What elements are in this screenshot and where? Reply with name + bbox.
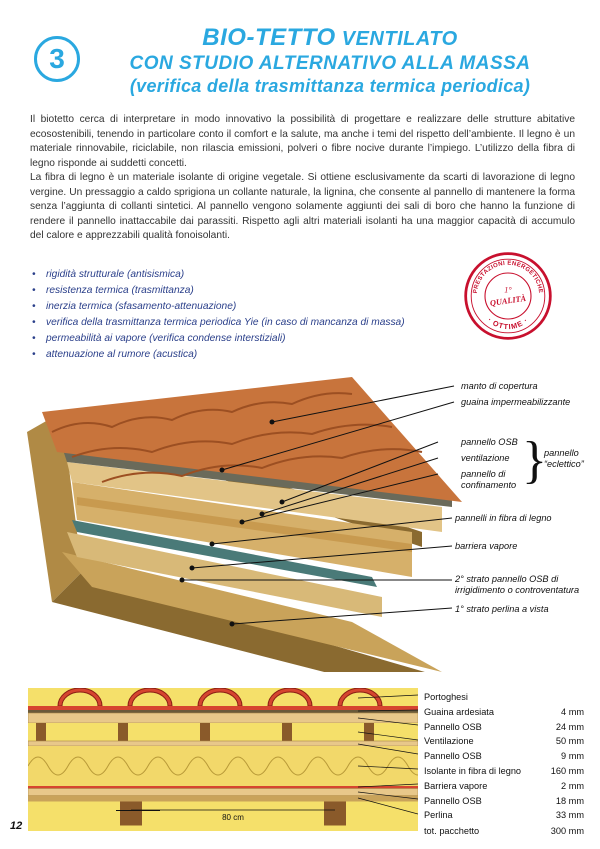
table-row	[424, 808, 584, 823]
stamp-bottom-text: · OTTIME ·	[485, 315, 531, 332]
stamp-center-word: QUALITÀ	[489, 293, 527, 308]
row-name: Guaina ardesiata	[424, 706, 494, 717]
list-item: • permeabilità ai vapore (verifica condense interstiziali)	[30, 331, 470, 347]
page-number: 12	[10, 820, 23, 832]
row-name: Portoghesi	[424, 692, 468, 702]
row-value: 50 mm	[555, 736, 584, 747]
table-row	[424, 734, 584, 749]
table-row	[424, 779, 584, 794]
quality-stamp-icon	[462, 250, 554, 342]
intro-paragraph-1: Il biotetto cerca di interpretare in modo innovativo la possibilità di progettare e realizzare delle strutture abitative ecosostenibili, tenendo in particolare conto il comfort e la salute, ma anche i temi del rispetto dell’ambiente. Il legno è un materiale rinnovabile, riciclabile, non rilascia emissioni, polveri o fibre nocive durante l’impiego. L’utilizzo della fibra di legno risponde ai suddetti concetti.	[30, 114, 575, 169]
row-value: 9 mm	[561, 751, 584, 762]
layer-table	[424, 690, 584, 839]
row-name: Pannello OSB	[424, 795, 482, 806]
label-confinement-panel-2: confinamento	[461, 480, 517, 490]
section-membrane	[28, 710, 418, 713]
section-osb-2	[28, 741, 418, 746]
title-main: BIO-TETTO	[202, 24, 336, 51]
table-row	[424, 764, 584, 779]
list-item: • attenuazione al rumore (acustica)	[30, 347, 470, 363]
table-row	[424, 749, 584, 764]
row-value: 33 mm	[555, 810, 584, 821]
row-name: Pannello OSB	[424, 751, 482, 762]
section-spacing-label: 80 cm	[222, 813, 244, 822]
row-name: Pannello OSB	[424, 721, 482, 732]
list-item: • inerzia termica (sfasamento-attenuazione)	[30, 299, 470, 315]
table-row	[424, 705, 584, 720]
label-wood-fiber-panels: pannelli in fibra di legno	[455, 513, 552, 523]
list-item: • resistenza termica (trasmittanza)	[30, 283, 470, 299]
list-item: • rigidità strutturale (antisismica)	[30, 267, 470, 283]
row-value: 2 mm	[561, 780, 584, 791]
section-tile-band	[28, 706, 418, 710]
intro-paragraph-2: La fibra di legno è un materiale isolante di origine vegetale. Si ottiene esclusivamente da scarti di lavorazione di legno vergine. Un pressaggio a caldo sprigiona un collante naturale, la lignina, che consente al pannello di mantenere la forma senza l’aggiunta di collanti sintetici. Al pannello vengono solamente aggiunti dei sali di boro che hanno la funzione di rendere il pannello inattaccabile dai parassiti. Rispetto agli altri materiali isolanti ha una maggior capacità di accumulo del calore e apprezzabili qualità fonoisolanti.	[30, 172, 575, 241]
list-item: • verifica della trasmittanza termica periodica Yie (in caso di mancanza di massa)	[30, 315, 470, 331]
row-value: 4 mm	[561, 706, 584, 717]
row-value: 18 mm	[555, 795, 584, 806]
svg-text:· OTTIME ·	[486, 315, 530, 331]
row-name: Barriera vapore	[424, 780, 488, 791]
label-exposed-perlina: 1° strato perlina a vista	[455, 604, 549, 614]
table-row	[424, 794, 584, 809]
total-value: 300 mm	[550, 826, 584, 837]
title-line-2: CON STUDIO ALTERNATIVO ALLA MASSA	[129, 53, 531, 74]
row-name: Isolante in fibra di legno	[424, 765, 522, 776]
label-osb-panel: pannello OSB	[461, 437, 518, 447]
page-title	[90, 24, 570, 97]
label-osb-second-layer-2: irrigidimento o controventatura	[455, 585, 580, 595]
label-osb-second-layer-1: 2° strato pannello OSB di	[455, 574, 559, 584]
table-row	[424, 690, 584, 705]
stamp-center-number: 1°	[504, 285, 512, 295]
stamp-top-text: PRESTAZIONI ENERGETICHE	[472, 260, 544, 294]
label-group-eclectic: “eclettico”	[544, 459, 584, 469]
features-list	[30, 267, 470, 363]
row-name: Perlina	[424, 810, 453, 821]
label-waterproof-membrane: guaina impermeabilizzante	[461, 397, 571, 407]
row-value: 24 mm	[555, 721, 584, 732]
label-confinement-panel-1: pannello di	[461, 469, 506, 479]
total-name: tot. pacchetto	[424, 826, 480, 837]
row-value: 160 mm	[550, 765, 584, 776]
label-ventilation: ventilazione	[461, 453, 510, 463]
title-line-3: (verifica della trasmittanza termica periodica)	[129, 76, 531, 96]
label-roof-covering: manto di copertura	[461, 381, 538, 391]
intro-text	[30, 113, 575, 244]
label-group-panel: pannello	[544, 448, 579, 458]
label-vapor-barrier: barriera vapore	[455, 541, 518, 551]
total-underline	[116, 810, 160, 811]
table-row	[424, 720, 584, 735]
chapter-number-badge: 3	[34, 36, 80, 82]
group-brace: }	[522, 432, 547, 489]
row-name: Ventilazione	[424, 736, 474, 747]
table-total-row	[424, 824, 584, 839]
roof-cross-section-diagram	[28, 688, 418, 831]
title-rest: VENTILATO	[335, 28, 458, 50]
